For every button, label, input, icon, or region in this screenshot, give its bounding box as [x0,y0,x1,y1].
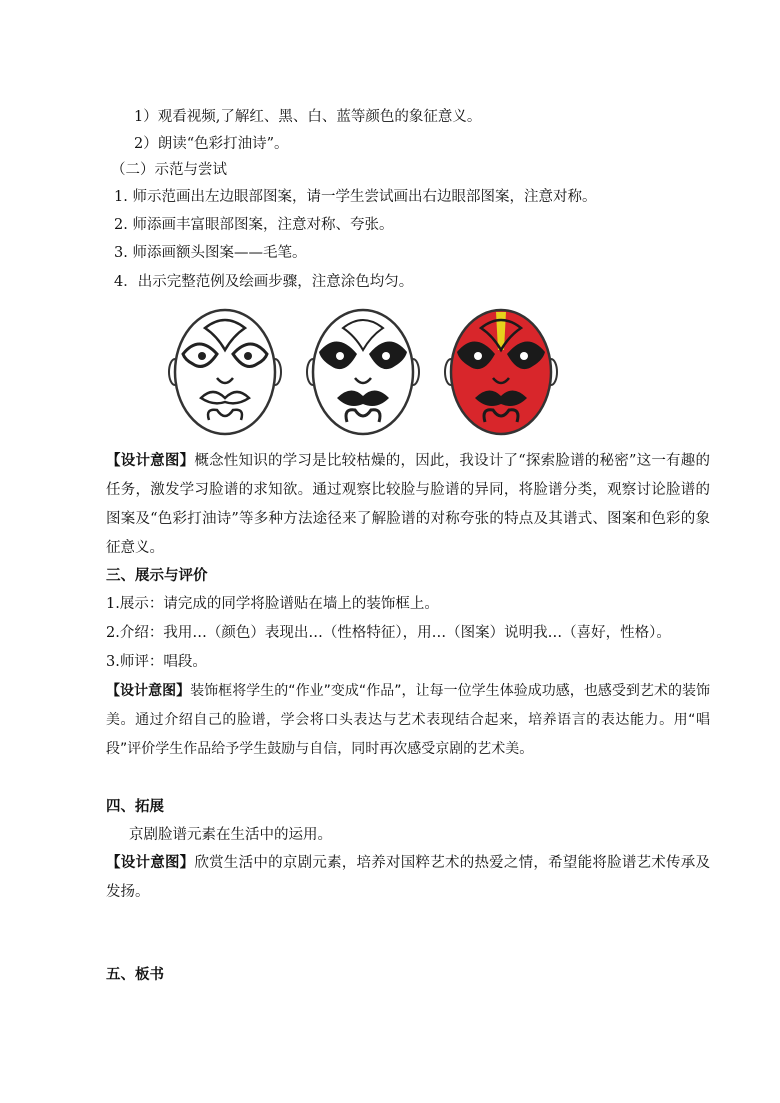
face-black-image [303,306,423,438]
face1-pupil-left [198,352,206,360]
design-intent-2 [106,677,710,764]
intent1-tag: 【设计意图】 [106,452,195,469]
intent3-tag: 【设计意图】 [106,854,195,871]
face2-pupil-left [336,352,344,360]
l6: 3. 师添画额头图案——毛笔。 [114,245,307,261]
section5-title: 五、板书 [106,967,164,983]
intent2-text: 装饰框将学生的“作业”变成“作品”，让每一位学生体验成功感，也感受到艺术的装饰美。通过介绍自己的脸谱，学会将口头表达与艺术表现结合起来，培养语言的表达能力。用“唱段”评价学生作品给予学生鼓励与自信，同时再次感受京剧的艺术美。 [106,683,711,757]
intent3-text: 欣赏生活中的京剧元素，培养对国粹艺术的热爱之情，希望能将脸谱艺术传承及发扬。 [106,855,711,900]
face2-pupil-right [382,352,390,360]
mask-images [165,306,565,438]
l7: 4．出示完整范例及绘画步骤，注意涂色均匀。 [114,274,414,290]
face3-pupil-right [520,352,528,360]
section3-item1: 1.展示：请完成的同学将脸谱贴在墙上的装饰框上。 [106,596,439,612]
face-outline-image [165,306,285,438]
l1: 1）观看视频,了解红、黑、白、蓝等颜色的象征意义。 [134,109,482,125]
face1-pupil-right [244,352,252,360]
section3-item2: 2.介绍：我用…（颜色）表现出…（性格特征），用…（图案）说明我…（喜好，性格）。 [106,625,671,641]
face3-pupil-left [474,352,482,360]
design-intent-3 [106,848,710,907]
intent1-text: 概念性知识的学习是比较枯燥的，因此，我设计了“探索脸谱的秘密”这一有趣的任务，激发学习脸谱的求知欲。通过观察比较脸与脸谱的异同，将脸谱分类，观察讨论脸谱的图案及“色彩打油诗”等多种方法途径来了解脸谱的对称夸张的特点及其谱式、图案和色彩的象征意义。 [106,453,710,556]
intent2-tag: 【设计意图】 [106,683,191,699]
section3-title: 三、展示与评价 [106,568,208,584]
section3-item3: 3.师评：唱段。 [106,654,207,670]
face-red-image [441,306,561,438]
section4-text: 京剧脸谱元素在生活中的运用。 [129,827,332,843]
l5: 2. 师添画丰富眼部图案，注意对称、夸张。 [114,217,394,233]
design-intent-1 [106,446,710,563]
l4: 1. 师示范画出左边眼部图案，请一学生尝试画出右边眼部图案，注意对称。 [114,189,597,205]
l3: （二）示范与尝试 [111,162,227,178]
section4-title: 四、拓展 [106,799,164,815]
l2: 2）朗读“色彩打油诗”。 [134,136,289,152]
